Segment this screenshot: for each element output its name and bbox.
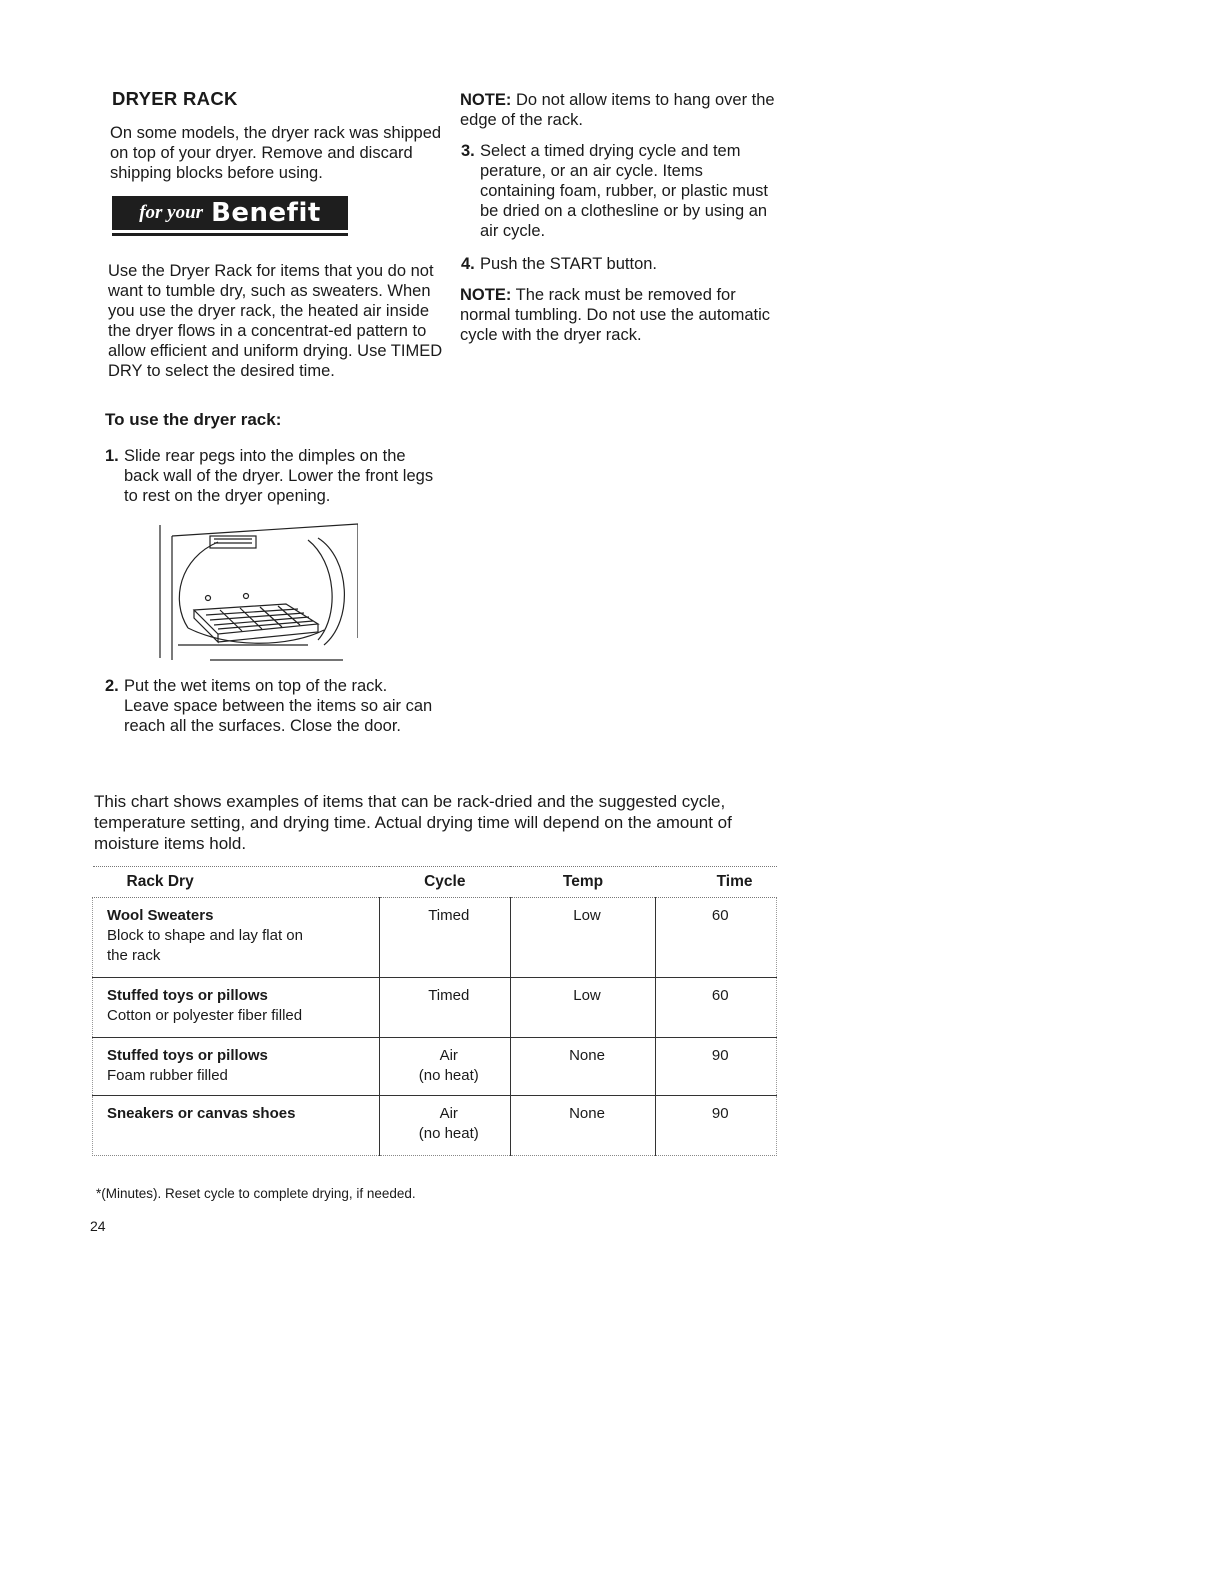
step-text: Push the START button. — [480, 255, 658, 273]
page-number: 24 — [90, 1218, 106, 1234]
note-text: Do not allow items to hang over the edge of the rack. — [460, 91, 775, 129]
cycle-value: Timed — [428, 907, 470, 924]
step-text: Put the wet items on top of the rack. Leave space between the items so air can reach all the surfaces. Close the door. — [124, 677, 433, 735]
step-text: Slide rear pegs into the dimples on the back wall of the dryer. Lower the front legs to rest on the dryer opening. — [124, 447, 434, 505]
cycle-value: Timed — [428, 987, 470, 1004]
section-heading: DRYER RACK — [112, 88, 238, 109]
step-item — [461, 254, 771, 274]
item-description: Foam rubber filled — [107, 1067, 228, 1084]
column-header-temp: Temp — [510, 867, 656, 898]
cycle-cell — [379, 1096, 510, 1156]
step-text: Select a timed drying cycle and tem perature, or an air cycle. Items containing foam, rubber, or plastic must be dried on a clothesline or by using an air cycle. — [480, 142, 768, 240]
table-header-row — [93, 867, 777, 898]
cycle-cell — [379, 898, 510, 978]
temp-cell: Low — [510, 898, 656, 978]
benefit-badge-big-text: Benefit — [211, 198, 321, 228]
table-row — [93, 1038, 777, 1096]
step-item — [105, 446, 435, 506]
table-footnote: *(Minutes). Reset cycle to complete drying, if needed. — [96, 1186, 416, 1201]
note-paragraph — [460, 285, 780, 345]
table-row — [93, 898, 777, 978]
time-cell: 60 — [656, 978, 777, 1038]
chart-intro-paragraph: This chart shows examples of items that can be rack-dried and the suggested cycle, temperature setting, and drying time. Actual drying time will depend on the amount of moisture items hold. — [94, 792, 732, 853]
temp-cell: None — [510, 1038, 656, 1096]
step-number: 4. — [461, 255, 475, 273]
item-name: Sneakers or canvas shoes — [107, 1105, 296, 1122]
benefit-badge-small-text: for your — [139, 202, 204, 223]
note-label: NOTE: — [460, 91, 512, 109]
time-cell: 90 — [656, 1038, 777, 1096]
benefit-paragraph: Use the Dryer Rack for items that you do not want to tumble dry, such as sweaters. When you use the dryer rack, the heated air inside the dryer flows in a concentrat-ed pattern to allow efficient and uniform drying. Use TIMED DRY to select the desired time. — [108, 262, 443, 380]
item-description: Cotton or polyester fiber filled — [107, 1007, 303, 1024]
note-paragraph — [460, 90, 780, 130]
time-cell: 60 — [656, 898, 777, 978]
table-row — [93, 1096, 777, 1156]
item-name: Stuffed toys or pillows — [107, 1047, 268, 1064]
temp-cell: None — [510, 1096, 656, 1156]
step-number: 2. — [105, 677, 119, 695]
column-header-rack-dry: Rack Dry — [93, 867, 380, 898]
note-text: The rack must be removed for normal tumbling. Do not use the automatic cycle with the dryer rack. — [460, 286, 770, 344]
item-description: Block to shape and lay flat on the rack — [107, 927, 303, 964]
item-name: Wool Sweaters — [107, 907, 214, 924]
step-number: 1. — [105, 447, 119, 465]
item-cell — [93, 898, 380, 978]
cycle-value: Air — [439, 1047, 458, 1064]
intro-paragraph: On some models, the dryer rack was shipped on top of your dryer. Remove and discard shipping blocks before using. — [110, 124, 442, 182]
time-cell: 90 — [656, 1096, 777, 1156]
cycle-value: Air — [439, 1105, 458, 1122]
column-header-time: Time — [656, 867, 777, 898]
table-row — [93, 978, 777, 1038]
item-cell — [93, 1038, 380, 1096]
step-item — [461, 141, 771, 241]
item-cell — [93, 1096, 380, 1156]
item-name: Stuffed toys or pillows — [107, 987, 268, 1004]
cycle-note: (no heat) — [418, 1067, 479, 1084]
temp-cell: Low — [510, 978, 656, 1038]
rack-dry-table — [92, 866, 777, 1156]
dryer-rack-illustration — [158, 520, 358, 665]
step-item — [105, 676, 435, 736]
for-your-benefit-badge — [112, 196, 348, 237]
cycle-note: (no heat) — [418, 1125, 479, 1142]
column-header-cycle: Cycle — [379, 867, 510, 898]
note-label: NOTE: — [460, 286, 512, 304]
cycle-cell — [379, 978, 510, 1038]
cycle-cell — [379, 1038, 510, 1096]
instructions-subheading: To use the dryer rack: — [105, 410, 282, 429]
step-number: 3. — [461, 142, 475, 160]
item-cell — [93, 978, 380, 1038]
